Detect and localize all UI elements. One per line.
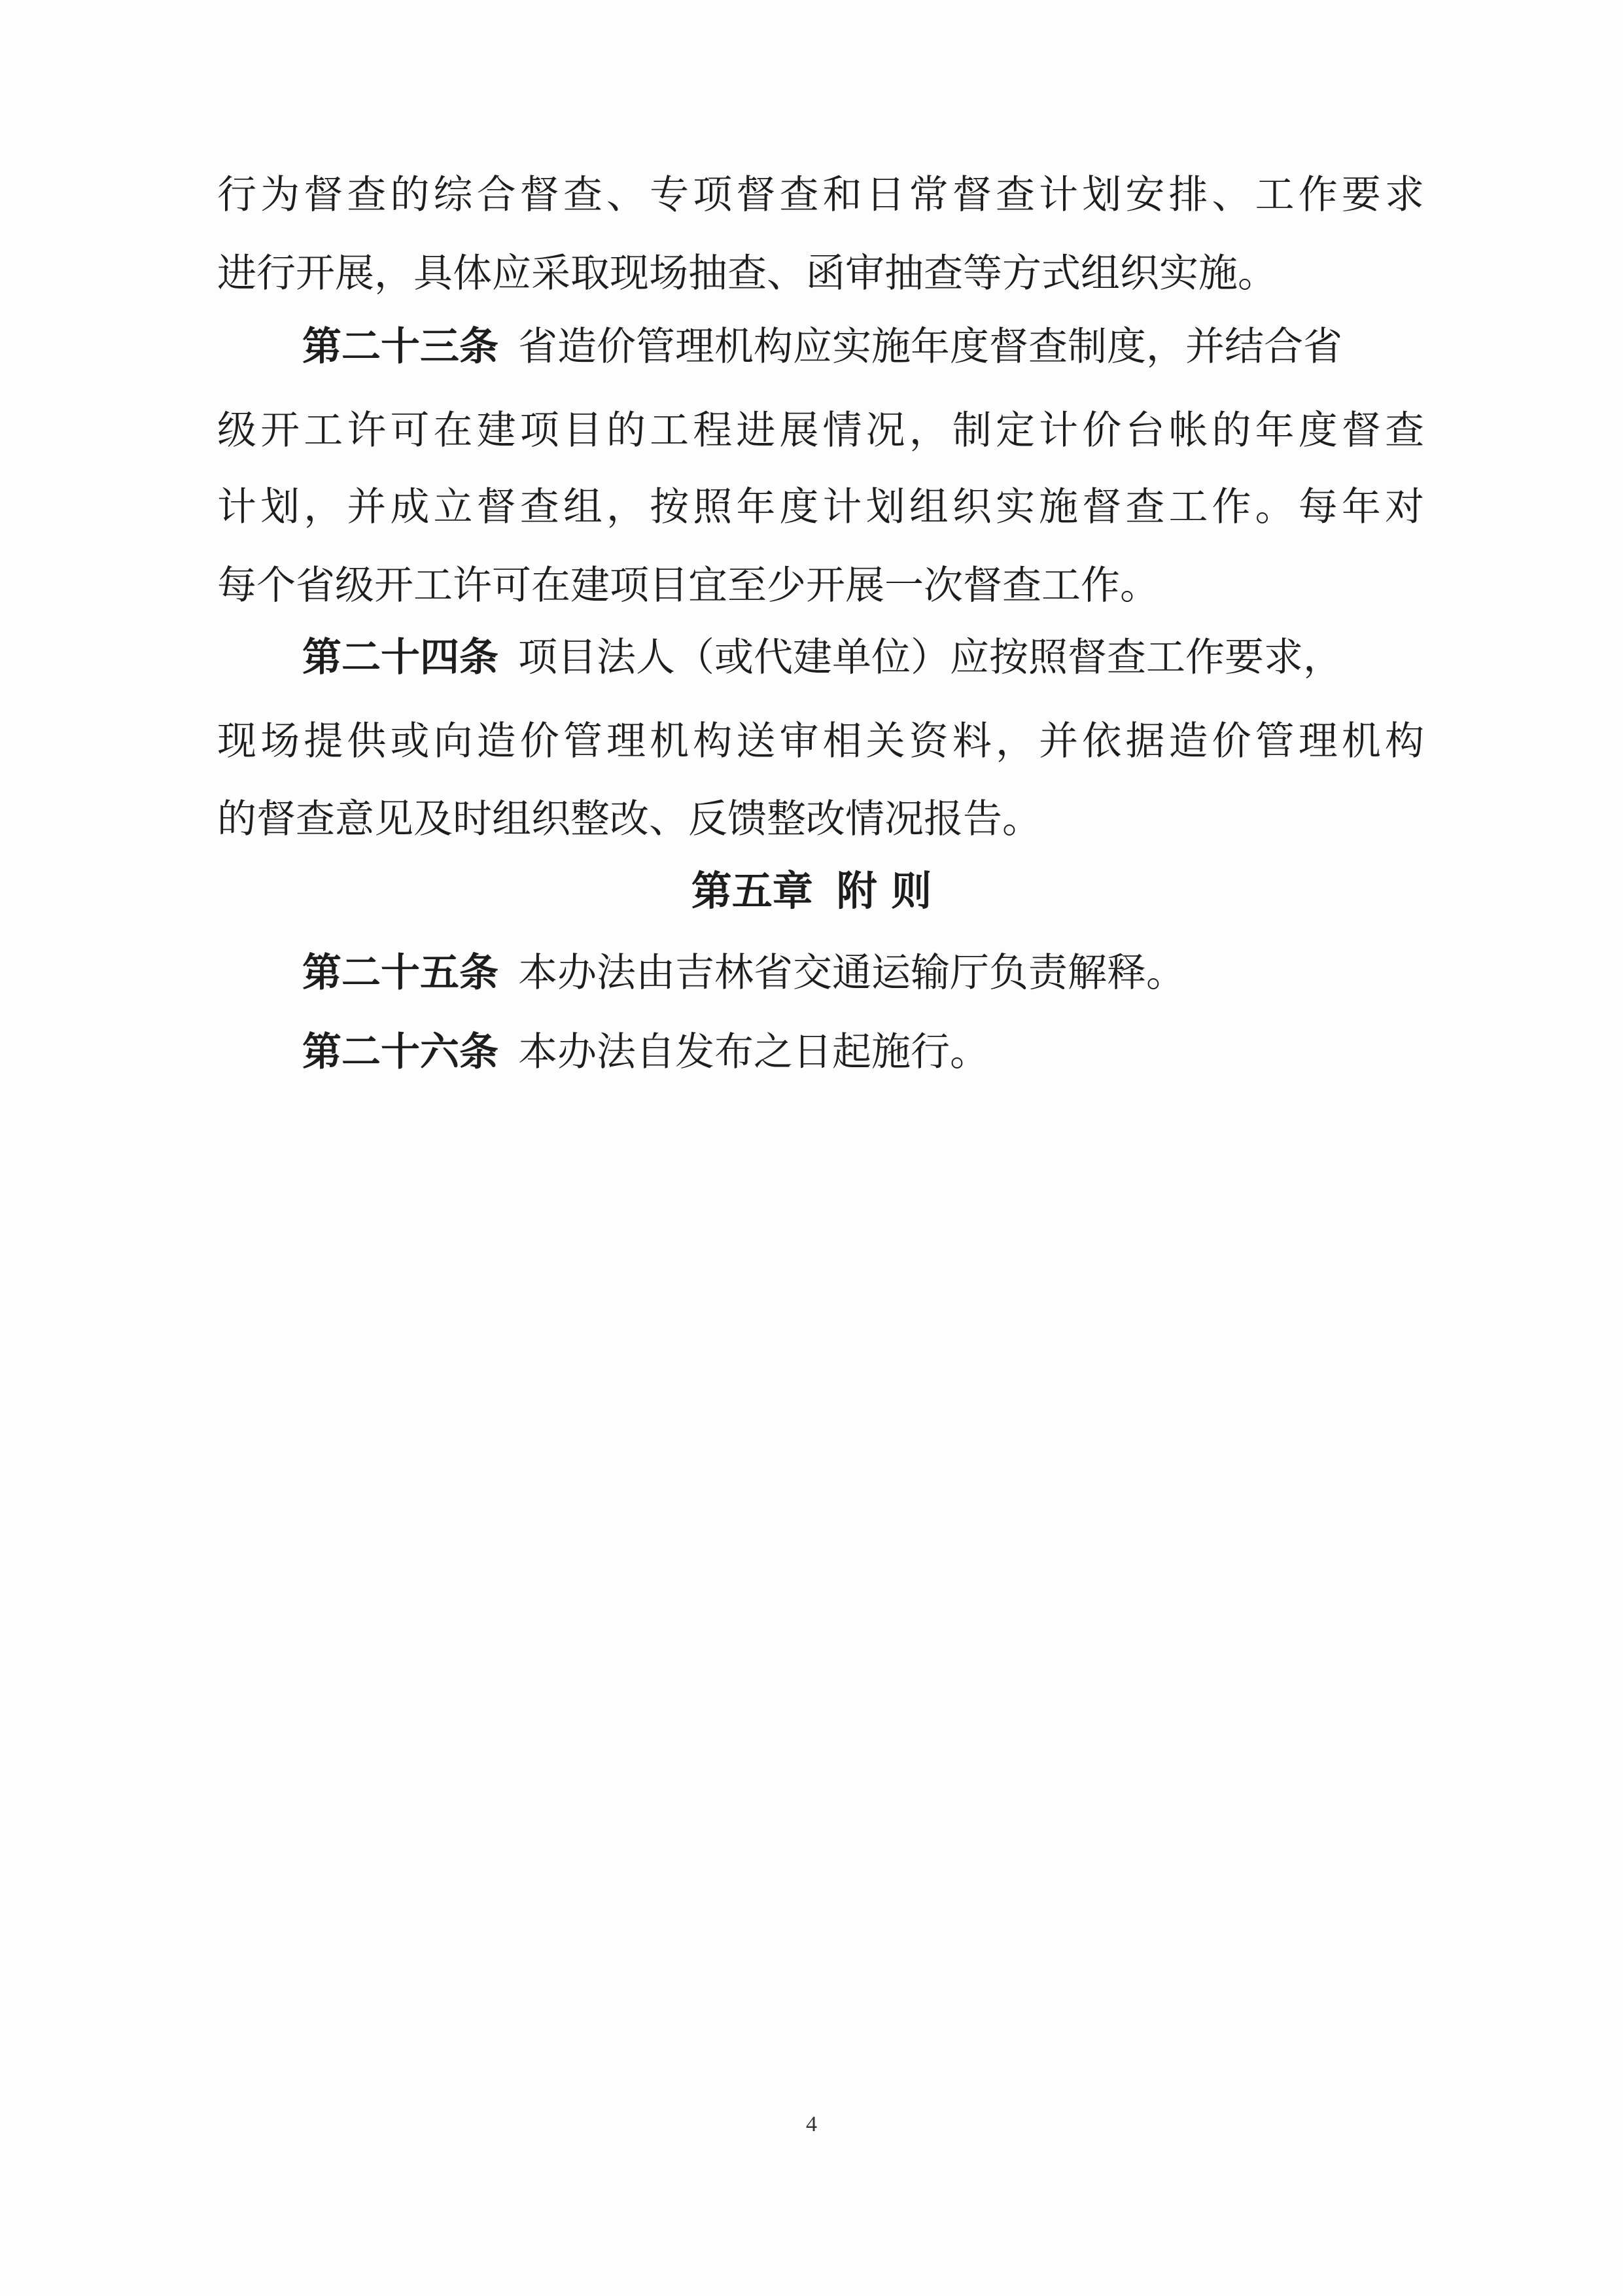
article-25	[302, 947, 1185, 999]
article-26	[302, 1026, 989, 1078]
paragraph-line: 每个省级开工许可在建项目宜至少开展一次督查工作。	[217, 563, 1159, 609]
paragraph-line: 进行开展，具体应采取现场抽查、函审抽查等方式组织实施。	[217, 251, 1277, 296]
article-text: 本办法由吉林省交通运输厅负责解释。	[518, 950, 1185, 996]
article-24-first-line	[302, 631, 1342, 684]
article-heading: 第二十六条	[302, 1029, 498, 1075]
paragraph-line: 级开工许可在建项目的工程进展情况，制定计价台帐的年度督查	[217, 408, 1424, 453]
chapter-title: 附 则	[836, 867, 932, 915]
paragraph-line: 行为督查的综合督查、专项督查和日常督查计划安排、工作要求	[217, 172, 1424, 218]
article-text: 项目法人（或代建单位）应按照督查工作要求，	[518, 635, 1342, 680]
paragraph-line: 计划，并成立督查组，按照年度计划组织实施督查工作。每年对	[217, 484, 1424, 530]
article-heading: 第二十三条	[302, 324, 498, 370]
article-heading: 第二十五条	[302, 950, 498, 996]
article-text: 本办法自发布之日起施行。	[518, 1029, 989, 1075]
article-text: 省造价管理机构应实施年度督查制度，并结合省	[518, 324, 1342, 370]
article-heading: 第二十四条	[302, 635, 498, 680]
chapter-number: 第五章	[691, 867, 813, 915]
page-number: 4	[806, 2112, 817, 2136]
paragraph-line: 的督查意见及时组织整改、反馈整改情况报告。	[217, 796, 1041, 842]
article-23-first-line	[302, 321, 1342, 373]
paragraph-line: 现场提供或向造价管理机构送审相关资料，并依据造价管理机构	[217, 718, 1424, 764]
chapter-heading	[0, 865, 1623, 917]
